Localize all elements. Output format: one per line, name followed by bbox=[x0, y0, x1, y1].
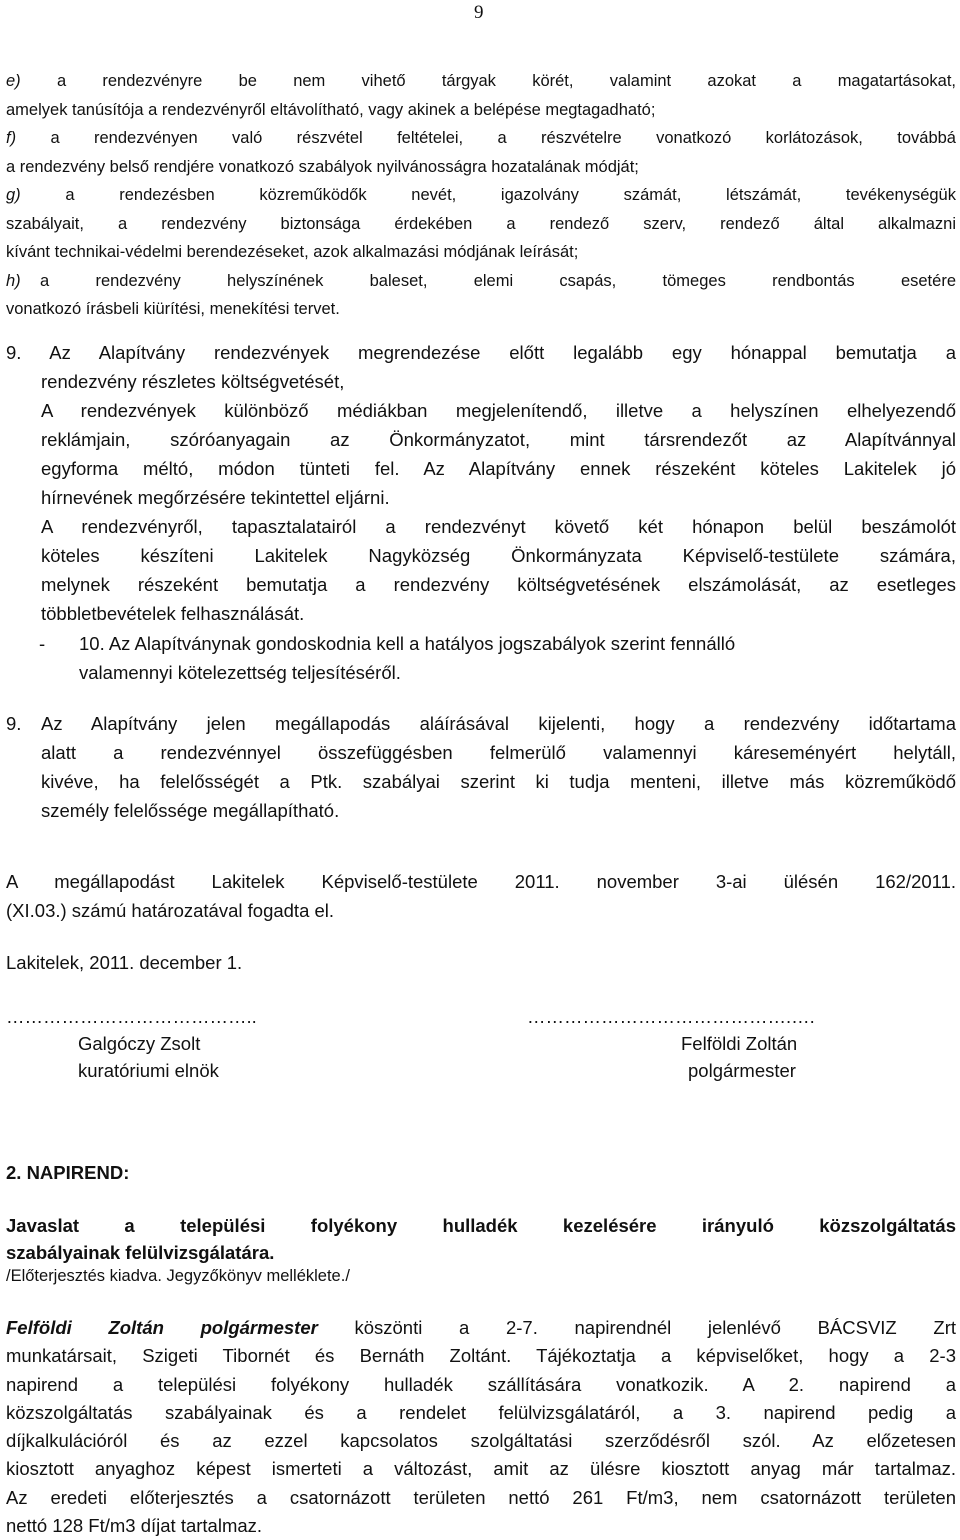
item-g-line3: kívánt technikai-védelmi berendezéseket, azok alkalmazási módjának leírását; bbox=[6, 243, 579, 261]
final-paragraph bbox=[6, 1314, 956, 1540]
point-9b-number: 9. bbox=[6, 713, 22, 734]
agenda-title bbox=[6, 1211, 956, 1266]
item-g-label: g) bbox=[6, 186, 21, 204]
signature-right-name: Felföldi Zoltán bbox=[681, 1033, 798, 1054]
item-h-line2: vonatkozó írásbeli kiürítési, menekítési tervet. bbox=[6, 300, 340, 318]
signature-left bbox=[6, 1003, 257, 1084]
place-date: Lakitelek, 2011. december 1. bbox=[6, 952, 243, 973]
point-9b-line3: kivéve, ha felelősségét a Ptk. szabályai szerint ki tudja menteni, illetve más közreműködő bbox=[41, 771, 956, 792]
point-10-obligations bbox=[6, 629, 956, 687]
conditions-list bbox=[6, 67, 956, 324]
final-line4: közszolgáltatás szabályainak és a rendelet felülvizsgálatáról, a 3. napirend pedig a bbox=[6, 1401, 956, 1423]
item-h-label: h) bbox=[6, 271, 21, 290]
approval-statement bbox=[6, 867, 956, 925]
final-line3: napirend a települési folyékony hulladék szállítására vonatkozik. A 2. napirend a bbox=[6, 1373, 956, 1395]
point-9a-line8: köteles készíteni Lakitelek Nagyközség Önkormányzata Képviselő-testülete számára, bbox=[41, 545, 956, 566]
point-9a-line10: többletbevételek felhasználását. bbox=[41, 603, 305, 624]
final-line5: díjkalkulációról és az ezzel kapcsolatos szolgáltatási szerződésről szól. Az előzetesen bbox=[6, 1430, 956, 1452]
signature-left-name: Galgóczy Zsolt bbox=[78, 1033, 201, 1054]
final-line7: Az eredeti előterjesztés a csatornázott területen nettó 261 Ft/m3, nem csatornázott területen bbox=[6, 1486, 956, 1508]
agenda-heading bbox=[6, 1158, 956, 1187]
item-e-label: e) bbox=[6, 72, 21, 90]
item-g-line1: g) a rendezésben közreműködők nevét, igazolvány számát, létszámát, tevékenységük bbox=[6, 186, 956, 204]
item-f-label: f) bbox=[6, 129, 17, 147]
final-line6: kiosztott anyaghoz képest ismerteti a változást, amit az ülésre kiosztott anyag már tartalmaz. bbox=[6, 1458, 956, 1480]
point-9-liability bbox=[6, 709, 956, 825]
signature-left-title: kuratóriumi elnök bbox=[78, 1060, 219, 1081]
approval-line1: A megállapodást Lakitelek Képviselő-testülete 2011. november 3-ai ülésén 162/2011. bbox=[6, 871, 956, 892]
agenda-note: /Előterjesztés kiadva. Jegyzőkönyv melléklete./ bbox=[6, 1267, 350, 1285]
signature-right-title: polgármester bbox=[688, 1060, 796, 1081]
agenda-heading-text: 2. NAPIREND: bbox=[6, 1162, 130, 1183]
item-f-line2: a rendezvény belső rendjére vonatkozó szabályok nyilvánosságra hozatalának módját; bbox=[6, 157, 639, 176]
item-f-line1: f) a rendezvényen való részvétel feltételei, a részvételre vonatkozó korlátozások, továbbá bbox=[6, 129, 956, 147]
point-10-line1: 10. Az Alapítványnak gondoskodnia kell a hatályos jogszabályok szerint fennálló bbox=[79, 633, 736, 654]
agenda-title-line1: Javaslat a települési folyékony hulladék kezelésére irányuló közszolgáltatás bbox=[6, 1215, 956, 1236]
page-number: 9 bbox=[474, 2, 484, 23]
point-9a-number: 9. bbox=[6, 342, 22, 363]
signature-left-dots: ………………………………….. bbox=[6, 1006, 257, 1027]
point-9a-line7: A rendezvényről, tapasztalatairól a rendezvényt követő két hónapon belül beszámolót bbox=[41, 516, 956, 537]
point-9a-line6: hírnevének megőrzésére tekintettel eljárni. bbox=[41, 487, 390, 508]
final-line1: Felföldi Zoltán polgármester köszönti a 2-7. napirendnél jelenlévő BÁCSVIZ Zrt bbox=[6, 1317, 956, 1338]
speaker-name: Felföldi Zoltán polgármester bbox=[6, 1317, 318, 1338]
point-10-dash: - bbox=[39, 633, 46, 654]
point-9a-line1: 9. Az Alapítvány rendezvények megrendezése előtt legalább egy hónappal bemutatja a bbox=[6, 342, 956, 363]
point-9b-line4: személy felelőssége megállapítható. bbox=[41, 800, 340, 821]
point-9-budget bbox=[6, 338, 956, 628]
item-e-line1: e) a rendezvényre be nem vihető tárgyak körét, valamint azokat a magatartásokat, bbox=[6, 72, 957, 90]
point-9a-line3: A rendezvények különböző médiákban megjelenítendő, illetve a helyszínen elhelyezendő bbox=[41, 400, 956, 421]
final-line2: munkatársait, Szigeti Tibornét és Bernáth Zoltánt. Tájékoztatja a képviselőket, hogy a 2-3 bbox=[6, 1345, 956, 1367]
point-9a-line4: reklámjain, szóróanyagain az Önkormányzatot, mint társrendezőt az Alapítvánnyal bbox=[41, 429, 956, 450]
point-9a-line2: rendezvény részletes költségvetését, bbox=[41, 371, 345, 392]
point-9b-line1: Az Alapítvány jelen megállapodás aláírásával kijelenti, hogy a rendezvény időtartama bbox=[41, 713, 956, 734]
signature-right bbox=[527, 1003, 815, 1084]
final-line8: nettó 128 Ft/m3 díjat tartalmaz. bbox=[6, 1515, 263, 1537]
point-9a-line5: egyforma méltó, módon tünteti fel. Az Alapítvány ennek részeként köteles Lakitelek jó bbox=[41, 458, 956, 479]
signature-right-dots: …………………………………….…. bbox=[527, 1006, 815, 1027]
item-g-line2: szabályait, a rendezvény biztonsága érdekében a rendező szerv, rendező által alkalmazni bbox=[6, 214, 956, 233]
approval-line2: (XI.03.) számú határozatával fogadta el. bbox=[6, 900, 335, 921]
item-e-line2: amelyek tanúsítója a rendezvényről eltávolítható, vagy akinek a belépése megtagadható; bbox=[6, 100, 656, 119]
agenda-title-line2: szabályainak felülvizsgálatára. bbox=[6, 1242, 275, 1263]
point-9b-line2: alatt a rendezvénnyel összefüggésben felmerülő valamennyi káreseményért helytáll, bbox=[41, 742, 956, 763]
item-h-line1: h) a rendezvény helyszínének baleset, elemi csapás, tömeges rendbontás esetére bbox=[6, 267, 956, 296]
point-9a-line9: melynek részeként bemutatja a rendezvény költségvetésének elszámolását, az esetleges bbox=[41, 574, 956, 595]
point-10-line2: valamennyi kötelezettség teljesítéséről. bbox=[79, 662, 401, 683]
